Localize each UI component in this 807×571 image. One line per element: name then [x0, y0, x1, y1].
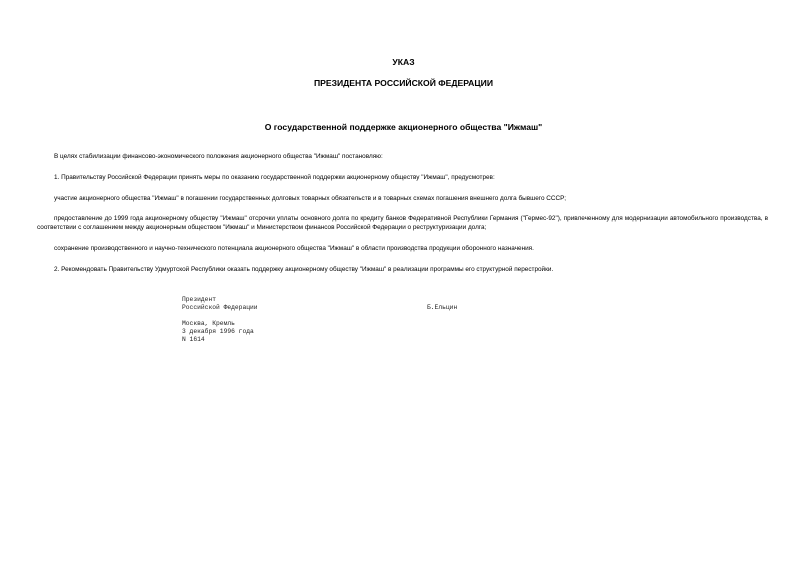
- paragraph-clause-1-item-3: сохранение производственного и научно-технического потенциала акционерного общества "Ижмаш" в области производства продукции оборонного назначения.: [54, 245, 534, 252]
- signature-place: Москва, Кремль: [182, 320, 235, 327]
- paragraph-clause-2: 2. Рекомендовать Правительству Удмуртской Республики оказать поддержку акционерному обществу "Ижмаш" в реализации программы его структурной перестройки.: [54, 266, 554, 273]
- signature-date: 3 декабря 1996 года: [182, 328, 254, 335]
- decree-issuer-heading: ПРЕЗИДЕНТА РОССИЙСКОЙ ФЕДЕРАЦИИ: [313, 78, 494, 88]
- paragraph-preamble: В целях стабилизации финансово-экономического положения акционерного общества "Ижмаш" постановляю:: [54, 153, 383, 160]
- signature-position-line-2: Российской Федерации: [182, 304, 258, 311]
- decree-heading: УКАЗ: [392, 57, 415, 67]
- signature-position-line-1: Президент: [182, 296, 217, 303]
- signature-number: N 1614: [182, 336, 205, 343]
- paragraph-clause-1-item-1: участие акционерного общества "Ижмаш" в погашении государственных долговых товарных обязательств и в товарных схемах погашения внешнего долга бывшего СССР;: [54, 195, 567, 202]
- signature-name: Б.Ельцин: [427, 304, 458, 311]
- decree-title: О государственной поддержке акционерного общества "Ижмаш": [264, 122, 543, 132]
- paragraph-clause-1: 1. Правительству Российской Федерации принять меры по оказанию государственной поддержки акционерному обществу "Ижмаш", предусмотрев:: [54, 174, 495, 181]
- paragraph-clause-1-item-2: предоставление до 1999 года акционерному обществу "Ижмаш" отсрочки уплаты основного долга по кредиту банков Федеративной Республики Германия ("Гермес-92"), привлеченному для модернизации автомобильного производства, в соответствии с соглашением между акционерным обществом "Ижмаш" и Министерством финансов Российской Федерации о реструктуризации долга;: [37, 215, 768, 231]
